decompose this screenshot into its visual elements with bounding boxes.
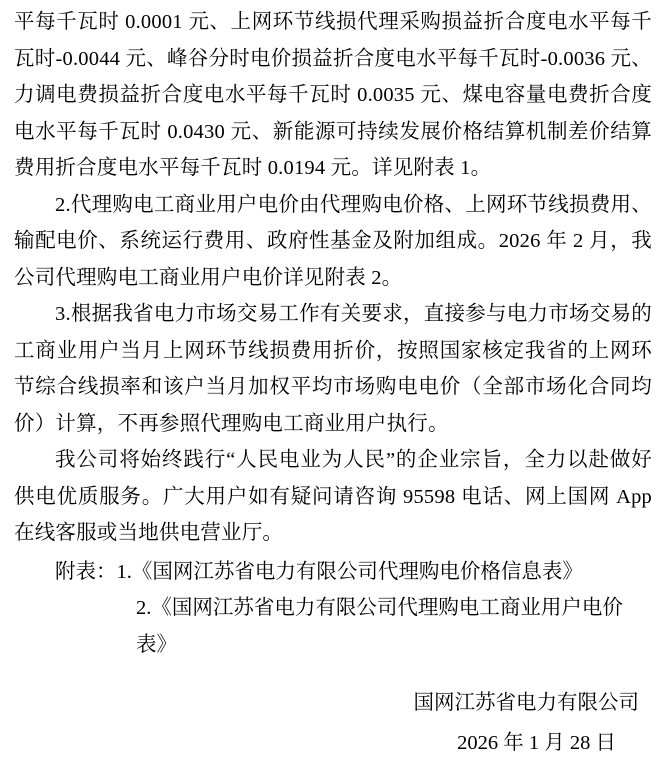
signature-date: 2026 年 1 月 28 日 [457, 732, 616, 754]
paragraph-continued-rates: 平每千瓦时 0.0001 元、上网环节线损代理采购损益折合度电水平每千瓦时-0.0044 元、峰谷分时电价损益折合度电水平每千瓦时-0.0036 元、力调电费损益折合度电水平每千瓦时 0.0035 元、煤电容量电费折合度电水平每千瓦时 0.0430 元、新能源可持续发展价格结算机制差价结算费用折合度电水平每千瓦时 0.0194 元。详见附表 1。 [14, 11, 652, 179]
signature-block [14, 683, 652, 763]
attachment-line-1: 附表：1.《国网江苏省电力有限公司代理购电价格信息表》 [55, 560, 583, 583]
paragraph-item-2: 2.代理购电工商业用户电价由代理购电价格、上网环节线损费用、输配电价、系统运行费用、政府性基金及附加组成。2026 年 2 月，我公司代理购电工商业用户电价详见附表 2。 [14, 193, 652, 289]
paragraph-item-3: 3.根据我省电力市场交易工作有关要求，直接参与电力市场交易的工商业用户当月上网环节线损费用折价，按照国家核定我省的上网环节综合线损率和该户当月加权平均市场购电电价（全部市场化合同均价）计算，不再参照代理购电工商业用户执行。 [14, 303, 652, 435]
signature-organization: 国网江苏省电力有限公司 [413, 692, 639, 714]
paragraph-service-statement: 我公司将始终践行“人民电业为人民”的企业宗旨，全力以赴做好供电优质服务。广大用户如有疑问请咨询 95598 电话、网上国网 App 在线客服或当地供电营业厅。 [14, 449, 652, 544]
attachment-line-2: 2.《国网江苏省电力有限公司代理购电工商业用户电价表》 [136, 597, 623, 656]
